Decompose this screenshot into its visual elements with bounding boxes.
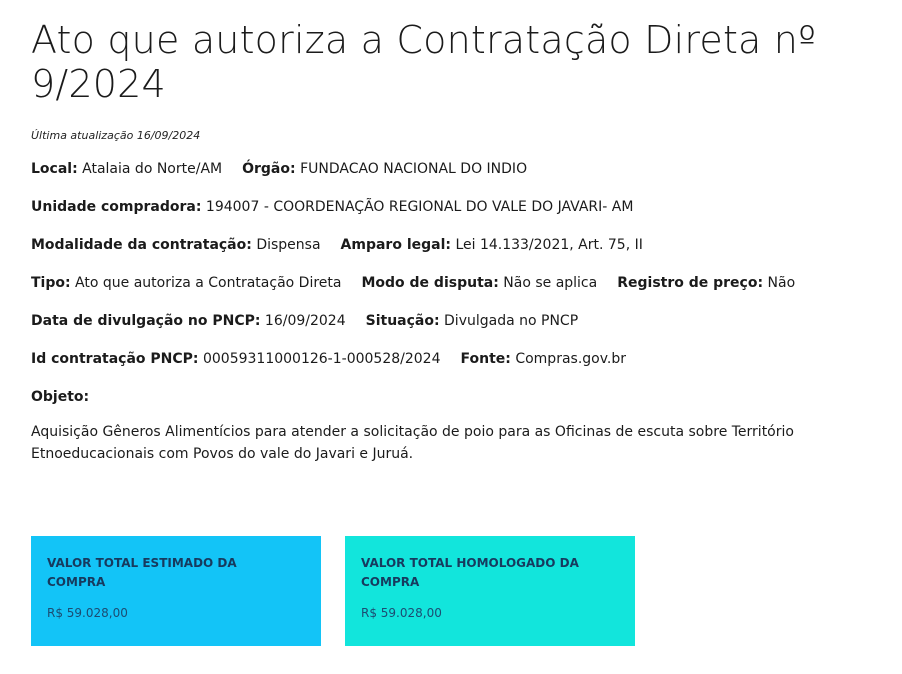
field-value: Dispensa (256, 237, 321, 253)
field-label: Tipo: (31, 275, 71, 291)
objeto-label: Objeto: (31, 389, 90, 405)
field-label: Unidade compradora: (31, 199, 202, 215)
info-row-divulgacao (31, 311, 891, 331)
field-label: Registro de preço: (617, 275, 764, 291)
field-value: FUNDACAO NACIONAL DO INDIO (300, 161, 528, 177)
card-valor-homologado (345, 536, 635, 646)
info-row-id (31, 349, 891, 369)
page-content (31, 18, 891, 620)
card-title: VALOR TOTAL ESTIMADO DA COMPRA (47, 556, 237, 589)
field-situacao (366, 313, 579, 329)
field-label: Modalidade da contratação: (31, 237, 252, 253)
field-local (31, 161, 222, 177)
field-data-divulgacao (31, 313, 346, 329)
field-label: Data de divulgação no PNCP: (31, 313, 261, 329)
field-registro-preco (617, 275, 795, 291)
objeto-description: Aquisição Gêneros Alimentícios para atender a solicitação de poio para as Oficinas de escuta sobre Território Etnoeducacionais com Povos do vale do Javari e Juruá. (31, 424, 794, 462)
field-value: Não (767, 275, 796, 291)
info-row-tipo (31, 273, 891, 293)
info-row-modalidade (31, 235, 891, 255)
card-value: R$ 59.028,00 (47, 606, 128, 620)
card-value: R$ 59.028,00 (361, 606, 442, 620)
field-label: Local: (31, 161, 78, 177)
field-value: Atalaia do Norte/AM (82, 161, 223, 177)
field-value: Divulgada no PNCP (444, 313, 579, 329)
field-tipo (31, 275, 341, 291)
field-value: Não se aplica (503, 275, 598, 291)
info-row-unidade (31, 197, 891, 217)
field-fonte (461, 351, 627, 367)
field-label: Fonte: (460, 351, 511, 367)
card-valor-estimado (31, 536, 321, 646)
field-value: Lei 14.133/2021, Art. 75, II (455, 237, 643, 253)
field-label: Situação: (365, 313, 440, 329)
page-title: Ato que autoriza a Contratação Direta nº 9/2024 (31, 18, 817, 106)
field-label: Modo de disputa: (361, 275, 499, 291)
field-id-contratacao (31, 351, 441, 367)
field-value: 16/09/2024 (264, 313, 346, 329)
field-amparo-legal (341, 237, 643, 253)
field-label: Órgão: (242, 161, 296, 177)
field-modo-disputa (361, 275, 597, 291)
field-value: Ato que autoriza a Contratação Direta (75, 275, 342, 291)
field-value: 00059311000126-1-000528/2024 (202, 351, 441, 367)
field-orgao (242, 161, 527, 177)
card-title: VALOR TOTAL HOMOLOGADO DA COMPRA (361, 556, 579, 589)
info-row-local (31, 159, 891, 179)
field-modalidade (31, 237, 321, 253)
field-value: Compras.gov.br (515, 351, 627, 367)
field-unidade-compradora (31, 199, 633, 215)
value-cards (31, 536, 635, 646)
field-label: Amparo legal: (340, 237, 451, 253)
field-label: Id contratação PNCP: (31, 351, 199, 367)
last-updated: Última atualização 16/09/2024 (31, 129, 201, 142)
field-value: 194007 - COORDENAÇÃO REGIONAL DO VALE DO JAVARI- AM (205, 199, 634, 215)
